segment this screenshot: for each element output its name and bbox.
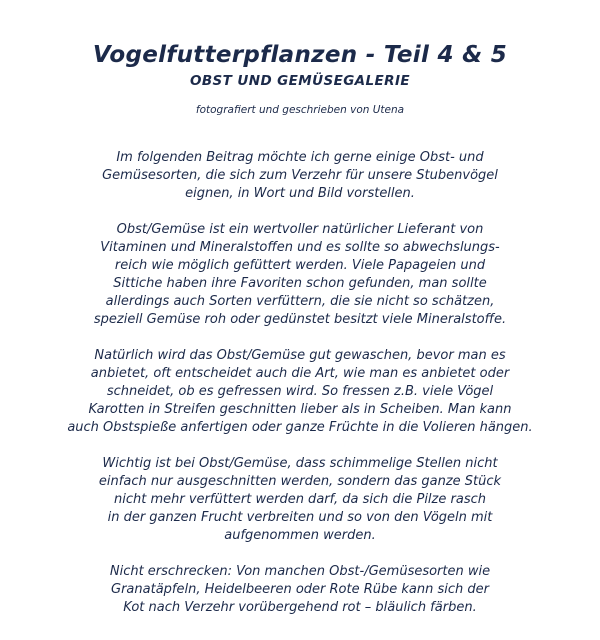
text-line: Granatäpfeln, Heidelbeeren oder Rote Rübe kann sich der <box>111 582 489 597</box>
text-line: Kot nach Verzehr vorübergehend rot – bläulich färben. <box>123 600 477 615</box>
text-line: Im folgenden Beitrag möchte ich gerne einige Obst- und <box>116 150 484 165</box>
byline: fotografiert und geschrieben von Utena <box>195 104 405 116</box>
page-title: Vogelfutterpflanzen - Teil 4 & 5 <box>92 42 508 68</box>
text-line: nicht mehr verfüttert werden darf, da sich die Pilze rasch <box>114 492 486 507</box>
text-line: Gemüsesorten, die sich zum Verzehr für unsere Stubenvögel <box>102 168 498 183</box>
text-line: schneidet, ob es gefressen wird. So fressen z.B. viele Vögel <box>106 384 494 399</box>
text-line: Karotten in Streifen geschnitten lieber als in Scheiben. Man kann <box>88 402 512 417</box>
text-line: anbietet, oft entscheidet auch die Art, wie man es anbietet oder <box>90 366 510 381</box>
text-line: aufgenommen werden. <box>224 528 376 543</box>
paragraph-color-note <box>0 563 600 617</box>
text-line: speziell Gemüse roh oder gedünstet besitzt viele Mineralstoffe. <box>93 312 507 327</box>
text-line: eignen, in Wort und Bild vorstellen. <box>185 186 415 201</box>
text-line: Sittiche haben ihre Favoriten schon gefunden, man sollte <box>113 276 487 291</box>
text-line: in der ganzen Frucht verbreiten und so von den Vögeln mit <box>107 510 493 525</box>
paragraph-intro <box>0 149 600 203</box>
text-line: Obst/Gemüse ist ein wertvoller natürlicher Lieferant von <box>116 222 484 237</box>
text-line: auch Obstspieße anfertigen oder ganze Früchte in die Volieren hängen. <box>67 420 533 435</box>
text-line: einfach nur ausgeschnitten werden, sondern das ganze Stück <box>98 474 502 489</box>
page-subtitle: OBST UND GEMÜSEGALERIE <box>189 73 410 89</box>
text-line: allerdings auch Sorten verfüttern, die sie nicht so schätzen, <box>105 294 495 309</box>
paragraph-mold-warning <box>0 455 600 545</box>
text-line: Natürlich wird das Obst/Gemüse gut gewaschen, bevor man es <box>94 348 506 363</box>
text-line: Vitaminen und Mineralstoffen und es sollte so abwechslungs- <box>100 240 500 255</box>
text-line: reich wie möglich gefüttert werden. Viele Papageien und <box>114 258 486 273</box>
text-line: Wichtig ist bei Obst/Gemüse, dass schimmelige Stellen nicht <box>102 456 498 471</box>
text-line: Nicht erschrecken: Von manchen Obst-/Gemüsesorten wie <box>109 564 491 579</box>
paragraph-nutrition <box>0 221 600 329</box>
paragraph-preparation <box>0 347 600 437</box>
article-body <box>0 119 600 617</box>
